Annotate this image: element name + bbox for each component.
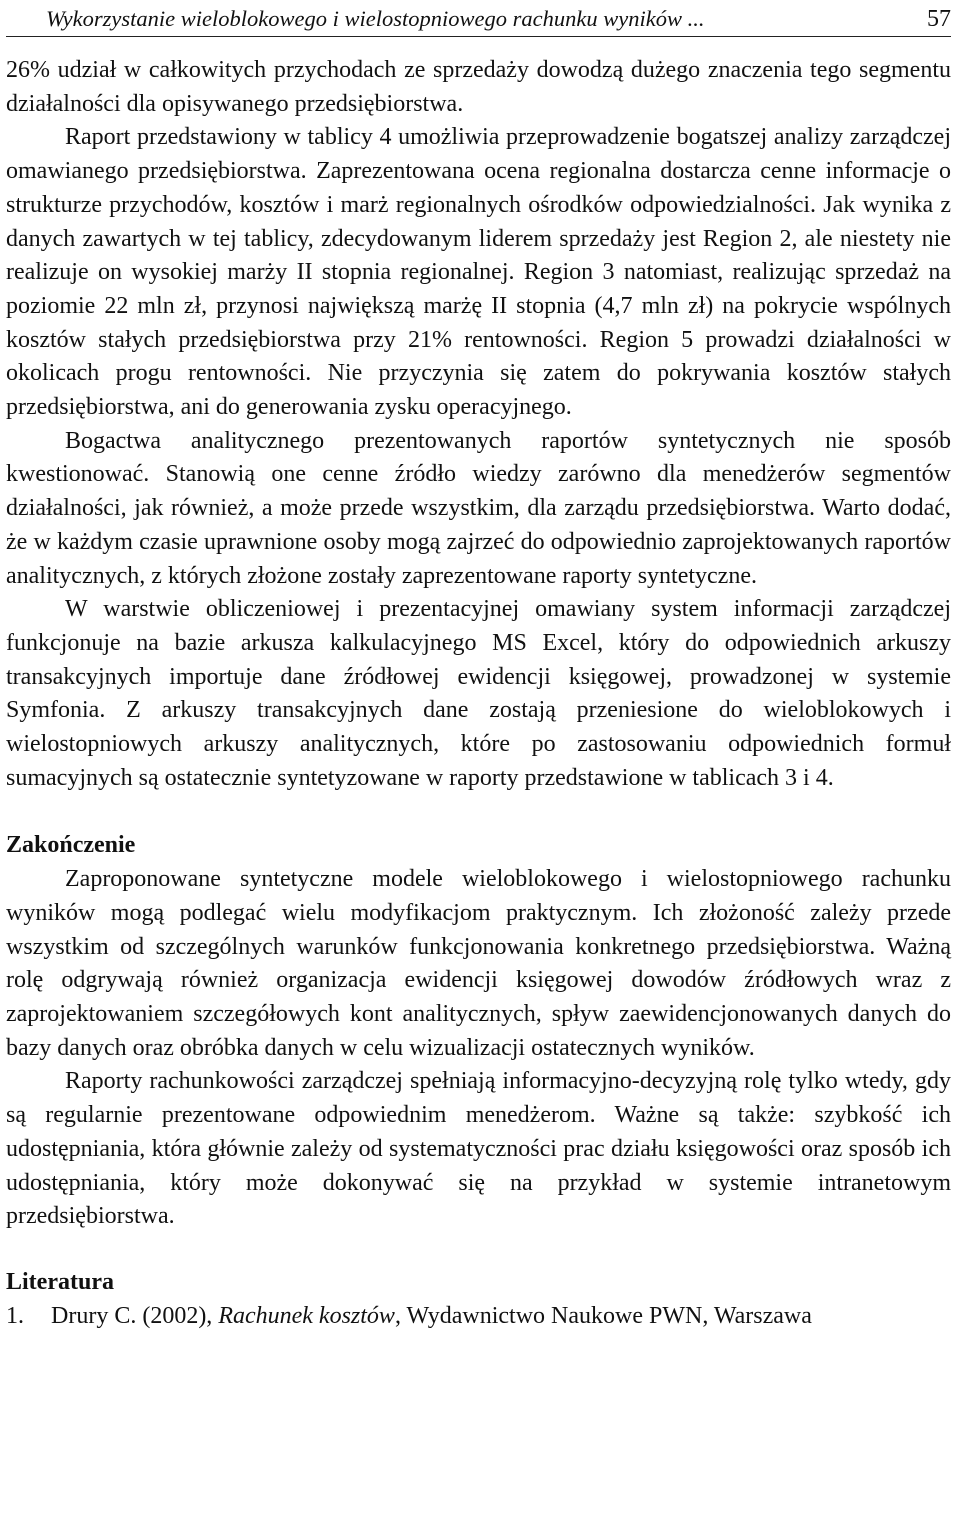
paragraph-1: 26% udział w całkowitych przychodach ze sprzedaży dowodzą dużego znaczenia tego segmentu działalności dla opisywanego przedsiębiorstwa. (6, 57, 951, 117)
reference-publisher: , Wydawnictwo Naukowe PWN, Warszawa (394, 1302, 812, 1329)
running-title: Wykorzystanie wieloblokowego i wielostopniowego rachunku wyników ... (46, 6, 705, 31)
paragraph-4: W warstwie obliczeniowej i prezentacyjnej omawiany system informacji zarządczej funkcjonuje na bazie arkusza kalkulacyjnego MS Excel, który do odpowiednich arkuszy transakcyjnych importuje dane źródłowej ewidencji księgowej, prowadzonej w systemie Symfonia. Z arkuszy transakcyjnych dane zostają przeniesione do wieloblokowych i wielostopniowych arkuszy analitycznych, które po zastosowaniu odpowiednich formuł sumacyjnych są ostatecznie syntetyzowane w raporty przedstawione w tablicach 3 i 4. (6, 596, 951, 791)
reference-item (6, 1300, 951, 1334)
reference-number: 1. (6, 1302, 24, 1329)
reference-list (6, 1300, 951, 1334)
main-text (6, 54, 951, 1333)
conclusion-paragraph-2: Raporty rachunkowości zarządczej spełniają informacyjno-decyzyjną rolę tylko wtedy, gdy są regularnie prezentowane odpowiednim menedżerom. Ważne są także: szybkość ich udostępniania, która głównie zależy od systematyczności prac działu księgowości oraz sposób ich udostępniania, który może dokonywać się na przykład w systemie intranetowym przedsiębiorstwa. (6, 1068, 951, 1230)
running-header (6, 2, 951, 37)
section-heading-references: Literatura (6, 1268, 114, 1295)
paragraph-2: Raport przedstawiony w tablicy 4 umożliwia przeprowadzenie bogatszej analizy zarządczej omawianego przedsiębiorstwa. Zaprezentowana ocena regionalna dostarcza cenne informacje o strukturze przychodów, kosztów i marż regionalnych ośrodków odpowiedzialności. Jak wynika z danych zawartych w tej tablicy, zdecydowanym liderem sprzedaży jest Region 2, ale niestety nie realizuje on wysokiej marży II stopnia regionalnej. Region 3 natomiast, realizując sprzedaż na poziomie 22 mln zł, przynosi największą marżę II stopnia (4,7 mln zł) na pokrycie wspólnych kosztów stałych przedsiębiorstwa przy 21% rentowności. Region 5 prowadzi działalności w okolicach progu rentowności. Nie przyczynia się zatem do pokrywania kosztów stałych przedsiębiorstwa, ani do generowania zysku operacyjnego. (6, 124, 951, 421)
reference-title: Rachunek kosztów (218, 1302, 395, 1329)
reference-author-year: Drury C. (2002), (51, 1302, 219, 1329)
conclusion-paragraph-1: Zaproponowane syntetyczne modele wieloblokowego i wielostopniowego rachunku wyników mogą podlegać wielu modyfikacjom praktycznym. Ich złożoność zależy przede wszystkim od szczególnych warunków funkcjonowania konkretnego przedsiębiorstwa. Ważną rolę odgrywają również organizacja ewidencji księgowej dowodów źródłowych wraz z zaprojektowaniem szczegółowych kont analitycznych, spływ zaewidencjonowanych danych do bazy danych oraz obróbka danych w celu wizualizacji ostatecznych wyników. (6, 866, 951, 1061)
paragraph-3: Bogactwa analitycznego prezentowanych raportów syntetycznych nie sposób kwestionować. Stanowią one cenne źródło wiedzy zarówno dla menedżerów segmentów działalności, jak również, a może przede wszystkim, dla zarządu przedsiębiorstwa. Warto dodać, że w każdym czasie uprawnione osoby mogą zajrzeć do odpowiednio zaprojektowanych raportów analitycznych, z których złożone zostały zaprezentowane raporty syntetyczne. (6, 427, 951, 589)
section-heading-conclusion: Zakończenie (6, 832, 136, 859)
page-number: 57 (927, 6, 951, 32)
